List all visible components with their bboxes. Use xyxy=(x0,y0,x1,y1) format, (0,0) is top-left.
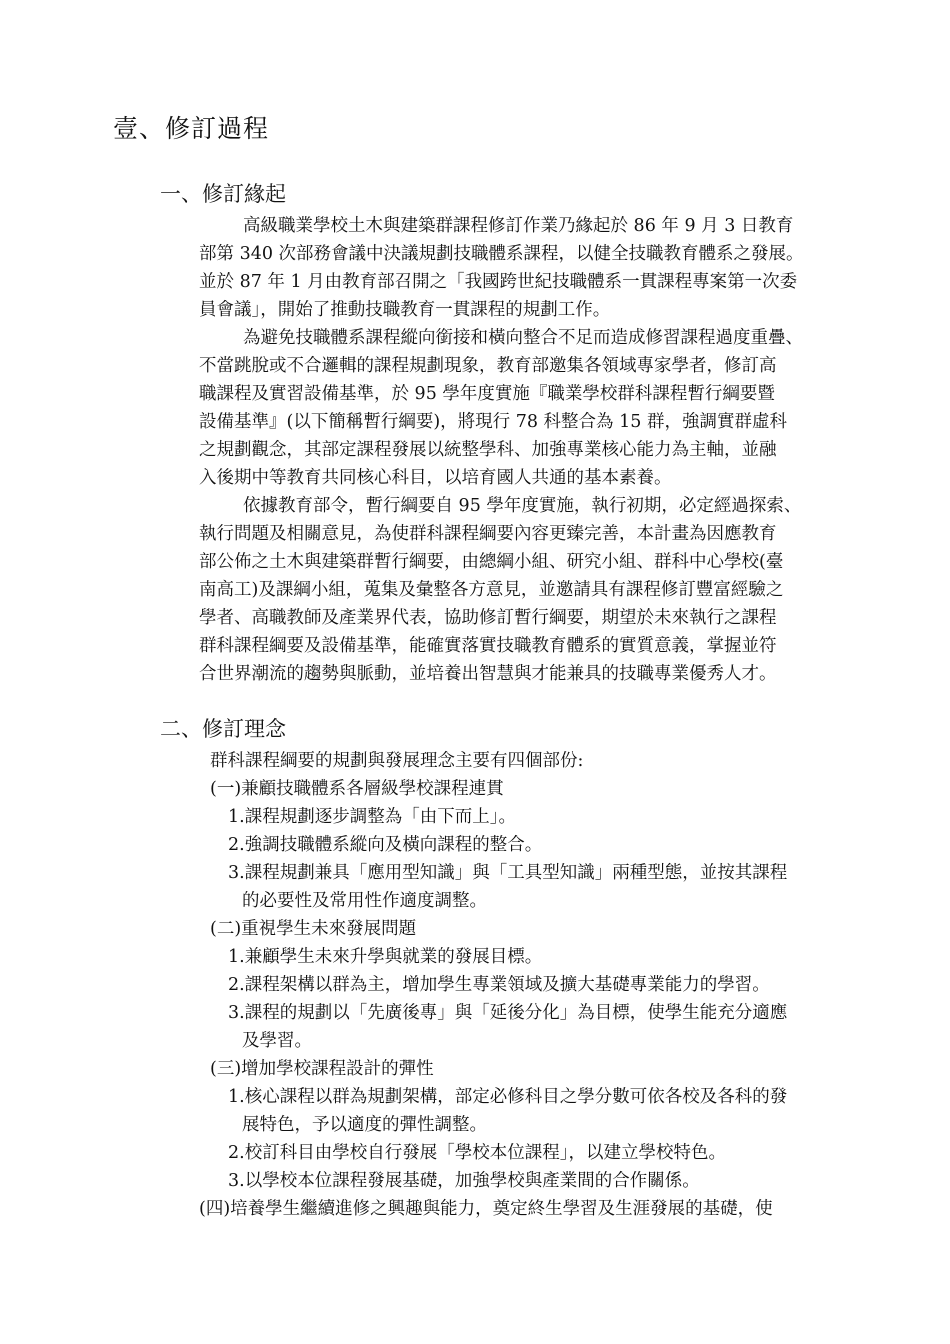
section-heading-origin: 一、修訂緣起 xyxy=(160,182,286,206)
section-origin-body xyxy=(199,212,849,688)
text-line: 合世界潮流的趨勢與脈動，並培養出智慧與才能兼具的技職專業優秀人才。 xyxy=(199,664,777,684)
text-line: 職課程及實習設備基準，於 95 學年度實施『職業學校群科課程暫行綱要暨 xyxy=(199,384,775,404)
text-line: 並於 87 年 1 月由教育部召開之「我國跨世紀技職體系一貫課程專案第一次委 xyxy=(199,272,798,292)
group-heading: (四)培養學生繼續進修之興趣與能力，奠定終生學習及生涯發展的基礎，使 xyxy=(199,1199,773,1219)
list-item: 1.課程規劃逐步調整為「由下而上」。 xyxy=(228,807,516,827)
list-item: 2.課程架構以群為主，增加學生專業領域及擴大基礎專業能力的學習。 xyxy=(228,975,770,995)
text-line: 員會議」，開始了推動技職教育一貫課程的規劃工作。 xyxy=(199,300,611,320)
group-heading: (一)兼顧技職體系各層級學校課程連貫 xyxy=(210,779,504,799)
group-heading: (三)增加學校課程設計的彈性 xyxy=(210,1059,434,1079)
list-item: 3.課程規劃兼具「應用型知識」與「工具型知識」兩種型態，並按其課程 xyxy=(228,863,788,883)
list-item: 1.兼顧學生未來升學與就業的發展目標。 xyxy=(228,947,543,967)
text-line: 依據教育部令，暫行綱要自 95 學年度實施，執行初期，必定經過探索、 xyxy=(243,496,802,516)
section-heading-philosophy: 二、修訂理念 xyxy=(160,717,286,741)
list-item-continued: 及學習。 xyxy=(242,1031,312,1051)
list-item: 3.課程的規劃以「先廣後專」與「延後分化」為目標，使學生能充分適應 xyxy=(228,1003,788,1023)
paragraph xyxy=(199,492,849,688)
list-item: 1.核心課程以群為規劃架構，部定必修科目之學分數可依各校及各科的發 xyxy=(228,1087,788,1107)
section-intro: 群科課程綱要的規劃與發展理念主要有四個部份: xyxy=(210,751,584,771)
text-line: 部公佈之土木與建築群暫行綱要，由總綱小組、研究小組、群科中心學校(臺 xyxy=(199,552,784,572)
list-item: 2.校訂科目由學校自行發展「學校本位課程」，以建立學校特色。 xyxy=(228,1143,726,1163)
text-line: 入後期中等教育共同核心科目，以培育國人共通的基本素養。 xyxy=(199,468,672,488)
text-line: 學者、高職教師及產業界代表，協助修訂暫行綱要，期望於未來執行之課程 xyxy=(199,608,777,628)
text-line: 之規劃觀念，其部定課程發展以統整學科、加強專業核心能力為主軸，並融 xyxy=(199,440,777,460)
page-title: 壹、修訂過程 xyxy=(113,114,270,143)
text-line: 為避免技職體系課程縱向銜接和橫向整合不足而造成修習課程過度重疊、 xyxy=(243,328,803,348)
paragraph xyxy=(199,324,849,492)
text-line: 設備基準』(以下簡稱暫行綱要)，將現行 78 科整合為 15 群，強調實群虛科 xyxy=(199,412,787,432)
list-item: 3.以學校本位課程發展基礎，加強學校與產業間的合作關係。 xyxy=(228,1171,700,1191)
text-line: 南高工)及課綱小組，蒐集及彙整各方意見，並邀請具有課程修訂豐富經驗之 xyxy=(199,580,784,600)
text-line: 群科課程綱要及設備基準，能確實落實技職教育體系的實質意義，掌握並符 xyxy=(199,636,777,656)
text-line: 高級職業學校土木與建築群課程修訂作業乃緣起於 86 年 9 月 3 日教育 xyxy=(243,216,794,236)
paragraph xyxy=(199,212,849,324)
list-item-continued: 的必要性及常用性作適度調整。 xyxy=(242,891,487,911)
group-heading: (二)重視學生未來發展問題 xyxy=(210,919,417,939)
list-item-continued: 展特色，予以適度的彈性調整。 xyxy=(242,1115,487,1135)
list-item: 2.強調技職體系縱向及橫向課程的整合。 xyxy=(228,835,543,855)
text-line: 不當跳脫或不合邏輯的課程規劃現象，教育部邀集各領域專家學者，修訂高 xyxy=(199,356,777,376)
text-line: 部第 340 次部務會議中決議規劃技職體系課程，以健全技職教育體系之發展。 xyxy=(199,244,804,264)
text-line: 執行問題及相關意見，為使群科課程綱要內容更臻完善，本計畫為因應教育 xyxy=(199,524,777,544)
